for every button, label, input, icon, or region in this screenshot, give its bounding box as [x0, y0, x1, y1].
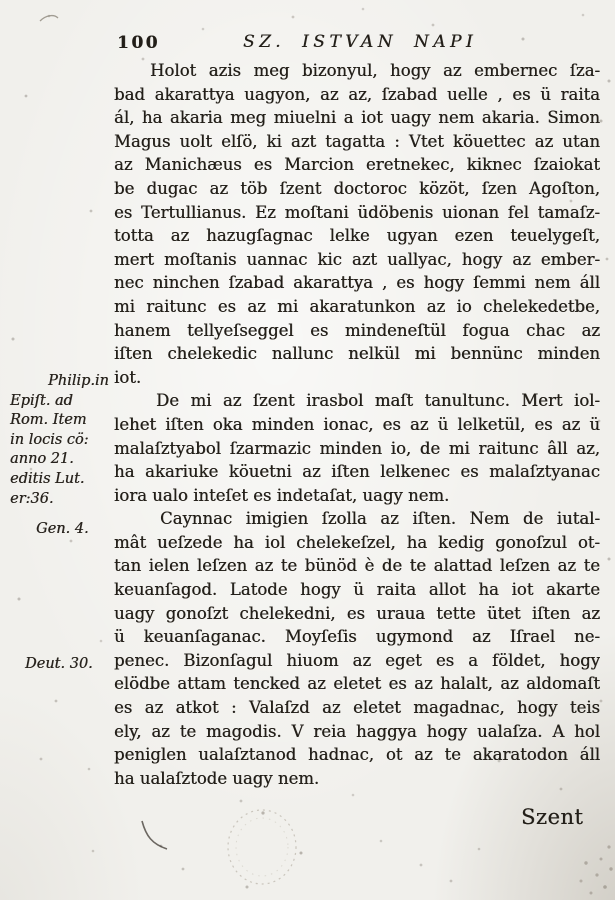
margin-note-philip	[10, 372, 114, 509]
text-line: ely, az te magodis. V reia haggya hogy ualaſza. A hol	[114, 721, 600, 741]
text-line: penec. Bizonſagul hiuom az eget es a földet, hogy	[114, 650, 600, 670]
paragraph	[114, 389, 600, 507]
text-line: ál, ha akaria meg miuelni a iot uagy nem akaria. Simon	[114, 108, 600, 128]
text-line: ha ualaſztode uagy nem.	[114, 768, 320, 788]
paragraph	[114, 507, 600, 790]
text-line: mert moſtanis uannac kic azt uallyac, hogy az ember-	[114, 249, 600, 269]
text-line: az Manichæus es Marcion eretnekec, kiknec ſzaiokat	[114, 155, 600, 175]
catchword: Szent	[521, 805, 584, 829]
text-line: Holot azis meg bizonyul, hogy az embernec ſza-	[150, 61, 600, 80]
text-line: nec ninchen ſzabad akarattya , es hogy ſemmi nem áll	[114, 273, 600, 293]
text-line: mât ueſzede ha iol chelekeſzel, ha kedig gonoſzul ot-	[114, 532, 600, 552]
text-line: er:36.	[10, 490, 54, 507]
text-line: anno 21.	[10, 451, 74, 468]
text-line: ha akariuke köuetni az iſten lelkenec es malaſztyanac	[114, 462, 600, 482]
text-line: be dugac az töb ſzent doctoroc közöt, ſzen Agoſton,	[114, 178, 600, 198]
text-line: ü keuanſaganac. Moyſeſis ugymond az Iſrael ne-	[114, 627, 600, 647]
text-line: mi raitunc es az mi akaratunkon az io chelekedetbe,	[114, 296, 600, 316]
ink-squiggle-mark	[40, 16, 58, 21]
text-line: hanem tellyeſseggel es mindeneſtül fogua chac az	[114, 320, 600, 340]
text-line: Gen. 4.	[36, 521, 89, 537]
paper-speckles	[0, 0, 2, 2]
text-line: malaſztyabol ſzarmazic minden io, de mi raitunc âll az,	[114, 438, 600, 458]
stamp-mark-inner	[236, 818, 288, 876]
text-line: tan ielen leſzen az te bünöd è de te alattad leſzen az te	[114, 556, 600, 576]
text-line: keuanſagod. Latode hogy ü raita allot ha iot akarte	[114, 580, 600, 600]
paragraph	[114, 59, 600, 389]
text-line: in locis cö:	[10, 431, 89, 448]
running-title: SZ. ISTVAN NAPI	[243, 32, 478, 52]
text-line: Deut. 30.	[25, 656, 93, 672]
text-line: lehet iſten oka minden ionac, es az ü lelketül, es az ü	[114, 414, 600, 434]
stamp-mark	[228, 810, 296, 884]
text-line: es az atkot : Valaſzd az eletet magadnac, hogy teis	[114, 698, 600, 718]
text-line: iora ualo inteſet es indetaſat, uagy nem.	[114, 485, 450, 505]
margin-note-deuteronomy	[25, 655, 93, 675]
text-line: Epiſt. ad	[10, 392, 73, 409]
text-line: iſten chelekedic nallunc nelkül mi bennünc minden	[114, 344, 600, 364]
text-line: editis Lut.	[10, 470, 85, 487]
text-line: Philip.in	[48, 373, 109, 389]
pen-stroke-mark	[142, 821, 167, 849]
text-line: Rom. Item	[10, 412, 87, 429]
text-line: es Tertullianus. Ez moſtani üdöbenis uionan fel tamaſz-	[114, 202, 600, 222]
text-line: peniglen ualaſztanod hadnac, ot az te akaratodon áll	[114, 745, 600, 765]
text-line: Magus uolt elſö, ki azt tagatta : Vtet köuettec az utan	[114, 131, 600, 151]
text-line: totta az hazugſagnac lelke ugyan ezen teuelygeſt,	[114, 226, 600, 246]
margin-note-genesis	[36, 520, 89, 540]
text-line: uagy gonoſzt chelekedni, es uraua tette ütet iſten az	[114, 603, 600, 623]
text-line: Caynnac imigien ſzolla az iſten. Nem de iutal-	[160, 509, 600, 529]
text-line: iot.	[114, 367, 142, 387]
body-text	[114, 59, 600, 790]
text-line: elödbe attam tencked az eletet es az halalt, az aldomaſt	[114, 674, 600, 694]
page-number: 100	[117, 33, 160, 53]
text-line: De mi az ſzent irasbol maſt tanultunc. Mert iol-	[156, 391, 600, 411]
text-line: bad akarattya uagyon, az az, ſzabad uelle , es ü raita	[114, 84, 600, 104]
